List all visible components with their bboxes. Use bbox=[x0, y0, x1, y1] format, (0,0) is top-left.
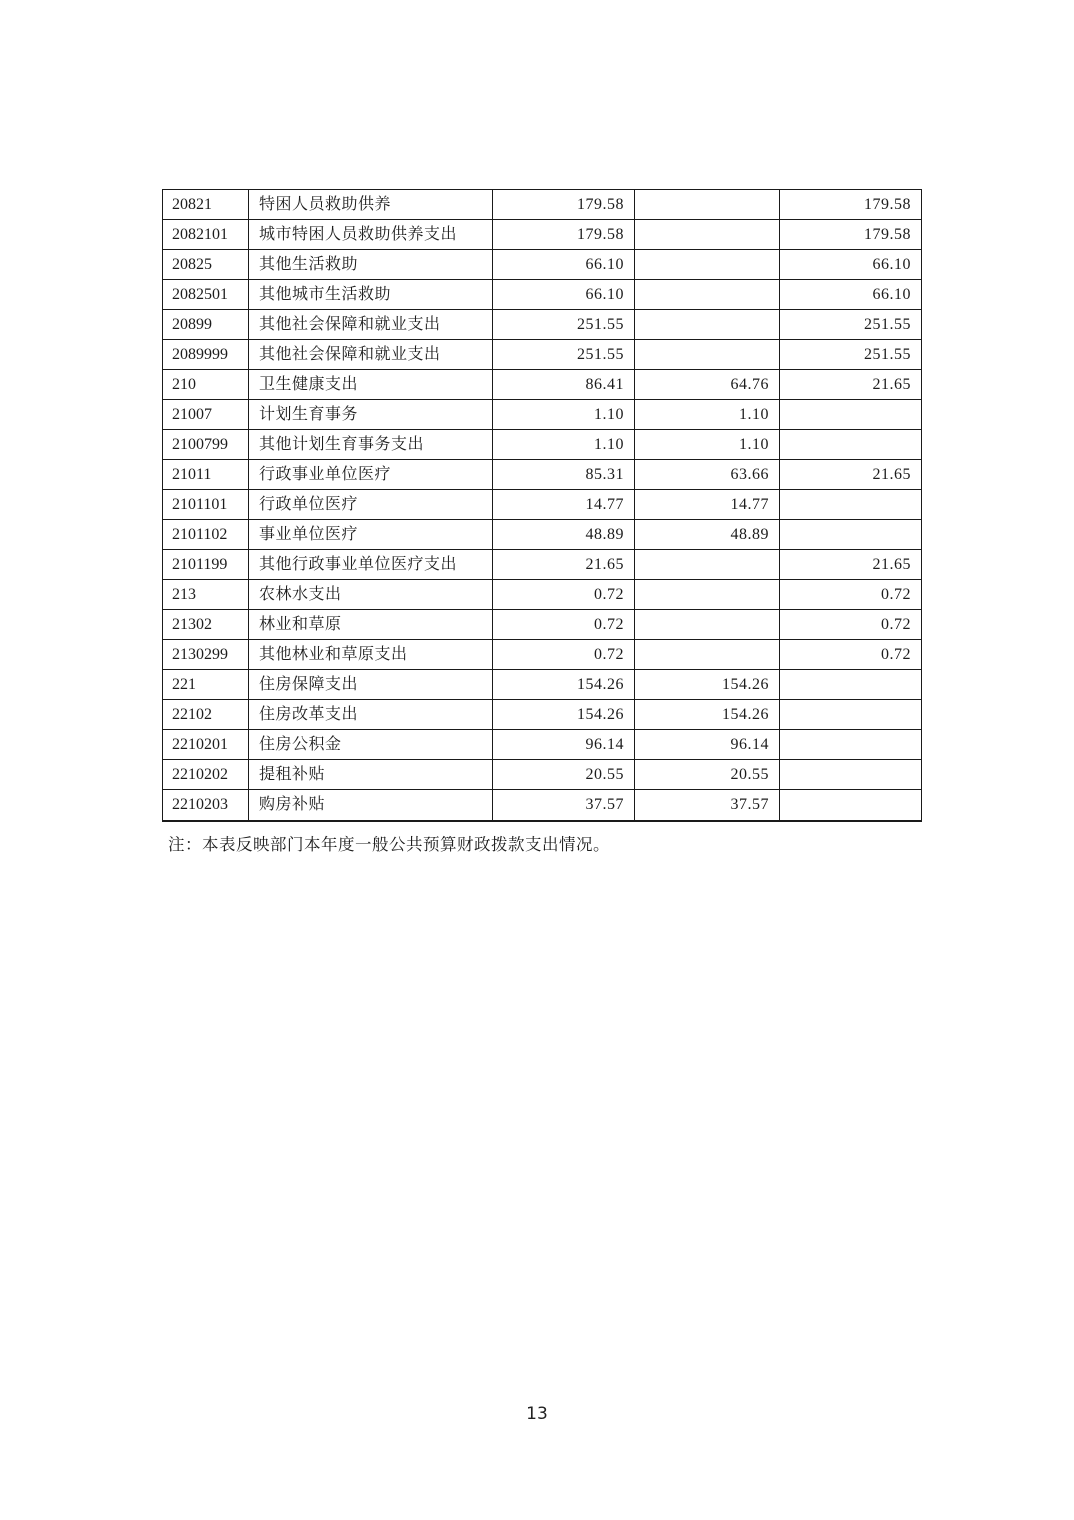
row-amount-1-cell: 48.89 bbox=[493, 520, 635, 549]
row-amount-3-cell bbox=[780, 790, 921, 820]
row-name-cell: 其他城市生活救助 bbox=[249, 280, 493, 309]
row-amount-2-cell: 37.57 bbox=[635, 790, 780, 820]
row-amount-3-cell: 179.58 bbox=[864, 196, 911, 213]
row-amount-3-cell: 179.58 bbox=[864, 226, 911, 243]
row-amount-1-cell: 154.26 bbox=[493, 670, 635, 699]
row-amount-3-cell: 0.72 bbox=[881, 616, 911, 633]
row-code-cell: 2082101 bbox=[163, 220, 249, 249]
row-name-cell: 计划生育事务 bbox=[249, 400, 493, 429]
table-note: 注：本表反映部门本年度一般公共预算财政拨款支出情况。 bbox=[168, 835, 610, 854]
row-amount-2-cell: 64.76 bbox=[635, 370, 780, 399]
table-row bbox=[163, 580, 921, 610]
table-row bbox=[163, 460, 921, 490]
row-amount-1-cell: 86.41 bbox=[493, 370, 635, 399]
row-code-cell: 2089999 bbox=[163, 340, 249, 369]
table-row bbox=[163, 340, 921, 370]
table-row bbox=[163, 760, 921, 790]
row-amount-3-cell bbox=[780, 700, 921, 729]
table-row bbox=[163, 310, 921, 340]
row-amount-2-cell bbox=[635, 280, 780, 309]
row-amount-2-cell: 96.14 bbox=[635, 730, 780, 759]
row-amount-2-cell bbox=[635, 640, 780, 669]
row-amount-3-cell: 251.55 bbox=[864, 316, 911, 333]
row-amount-1-cell: 0.72 bbox=[493, 580, 635, 609]
row-amount-2-cell bbox=[635, 580, 780, 609]
row-code-cell: 2101101 bbox=[163, 490, 249, 519]
row-name-cell: 其他行政事业单位医疗支出 bbox=[249, 550, 493, 579]
row-amount-1-cell: 66.10 bbox=[493, 250, 635, 279]
row-amount-1-cell: 21.65 bbox=[493, 550, 635, 579]
row-code-cell: 2210201 bbox=[163, 730, 249, 759]
row-amount-1-cell: 0.72 bbox=[493, 610, 635, 639]
row-amount-3-cell: 0.72 bbox=[881, 586, 911, 603]
row-amount-1-cell: 251.55 bbox=[493, 340, 635, 369]
row-code-cell: 20825 bbox=[163, 250, 249, 279]
row-amount-1-cell: 1.10 bbox=[493, 430, 635, 459]
row-name-cell: 其他林业和草原支出 bbox=[249, 640, 493, 669]
row-name-cell: 购房补贴 bbox=[249, 790, 493, 820]
row-amount-1-cell: 96.14 bbox=[493, 730, 635, 759]
row-code-cell: 221 bbox=[163, 670, 249, 699]
row-code-cell: 2210202 bbox=[163, 760, 249, 789]
row-amount-2-cell bbox=[635, 550, 780, 579]
row-amount-3-cell: 0.72 bbox=[881, 646, 911, 663]
row-amount-2-cell: 1.10 bbox=[635, 400, 780, 429]
row-amount-1-cell: 154.26 bbox=[493, 700, 635, 729]
row-amount-2-cell: 63.66 bbox=[635, 460, 780, 489]
row-code-cell: 20899 bbox=[163, 310, 249, 339]
table-row bbox=[163, 490, 921, 520]
table-row bbox=[163, 610, 921, 640]
row-amount-3-cell bbox=[780, 520, 921, 549]
row-amount-2-cell: 20.55 bbox=[635, 760, 780, 789]
row-amount-1-cell: 179.58 bbox=[493, 220, 635, 249]
table-row bbox=[163, 640, 921, 670]
table-row bbox=[163, 250, 921, 280]
row-amount-1-cell: 0.72 bbox=[493, 640, 635, 669]
page-number: 13 bbox=[526, 1404, 548, 1424]
row-amount-3-cell: 66.10 bbox=[872, 286, 911, 303]
row-amount-1-cell: 251.55 bbox=[493, 310, 635, 339]
row-code-cell: 2210203 bbox=[163, 790, 249, 820]
row-amount-1-cell: 37.57 bbox=[493, 790, 635, 820]
row-amount-2-cell: 154.26 bbox=[635, 700, 780, 729]
table-row bbox=[163, 190, 921, 220]
row-name-cell: 农林水支出 bbox=[249, 580, 493, 609]
row-code-cell: 22102 bbox=[163, 700, 249, 729]
row-amount-3-cell bbox=[780, 760, 921, 789]
row-amount-2-cell: 1.10 bbox=[635, 430, 780, 459]
table-row bbox=[163, 430, 921, 460]
row-name-cell: 其他计划生育事务支出 bbox=[249, 430, 493, 459]
row-name-cell: 城市特困人员救助供养支出 bbox=[249, 220, 493, 249]
row-code-cell: 20821 bbox=[163, 190, 249, 219]
row-code-cell: 2082501 bbox=[163, 280, 249, 309]
row-amount-2-cell bbox=[635, 310, 780, 339]
row-amount-3-cell bbox=[780, 400, 921, 429]
row-amount-1-cell: 179.58 bbox=[493, 190, 635, 219]
table-row bbox=[163, 370, 921, 400]
table-row bbox=[163, 280, 921, 310]
row-name-cell: 行政事业单位医疗 bbox=[249, 460, 493, 489]
row-name-cell: 特困人员救助供养 bbox=[249, 190, 493, 219]
row-amount-2-cell bbox=[635, 610, 780, 639]
table-row bbox=[163, 790, 921, 820]
row-name-cell: 住房改革支出 bbox=[249, 700, 493, 729]
row-code-cell: 21007 bbox=[163, 400, 249, 429]
table-row bbox=[163, 670, 921, 700]
row-name-cell: 住房公积金 bbox=[249, 730, 493, 759]
row-amount-3-cell bbox=[780, 430, 921, 459]
row-amount-1-cell: 1.10 bbox=[493, 400, 635, 429]
row-code-cell: 21302 bbox=[163, 610, 249, 639]
row-amount-1-cell: 85.31 bbox=[493, 460, 635, 489]
row-amount-3-cell: 21.65 bbox=[872, 556, 911, 573]
row-name-cell: 事业单位医疗 bbox=[249, 520, 493, 549]
row-amount-3-cell: 21.65 bbox=[872, 376, 911, 393]
table-row bbox=[163, 220, 921, 250]
row-amount-3-cell bbox=[780, 670, 921, 699]
row-amount-2-cell bbox=[635, 220, 780, 249]
row-name-cell: 提租补贴 bbox=[249, 760, 493, 789]
row-amount-2-cell bbox=[635, 250, 780, 279]
table-row bbox=[163, 700, 921, 730]
row-amount-3-cell bbox=[780, 490, 921, 519]
row-code-cell: 213 bbox=[163, 580, 249, 609]
table-row bbox=[163, 550, 921, 580]
table-row bbox=[163, 400, 921, 430]
row-amount-3-cell: 251.55 bbox=[864, 346, 911, 363]
row-code-cell: 2101102 bbox=[163, 520, 249, 549]
row-code-cell: 2100799 bbox=[163, 430, 249, 459]
row-name-cell: 其他生活救助 bbox=[249, 250, 493, 279]
row-amount-1-cell: 66.10 bbox=[493, 280, 635, 309]
row-code-cell: 21011 bbox=[163, 460, 249, 489]
row-name-cell: 住房保障支出 bbox=[249, 670, 493, 699]
row-code-cell: 2130299 bbox=[163, 640, 249, 669]
row-code-cell: 2101199 bbox=[163, 550, 249, 579]
row-amount-2-cell: 154.26 bbox=[635, 670, 780, 699]
table-row bbox=[163, 730, 921, 760]
row-name-cell: 林业和草原 bbox=[249, 610, 493, 639]
row-code-cell: 210 bbox=[163, 370, 249, 399]
row-amount-1-cell: 20.55 bbox=[493, 760, 635, 789]
row-name-cell: 其他社会保障和就业支出 bbox=[249, 340, 493, 369]
row-amount-3-cell: 21.65 bbox=[872, 466, 911, 483]
table-row bbox=[163, 520, 921, 550]
budget-expenditure-table bbox=[162, 189, 922, 822]
row-name-cell: 卫生健康支出 bbox=[249, 370, 493, 399]
row-amount-2-cell: 14.77 bbox=[635, 490, 780, 519]
row-amount-2-cell: 48.89 bbox=[635, 520, 780, 549]
row-amount-2-cell bbox=[635, 190, 780, 219]
row-name-cell: 其他社会保障和就业支出 bbox=[249, 310, 493, 339]
row-amount-3-cell: 66.10 bbox=[872, 256, 911, 273]
row-name-cell: 行政单位医疗 bbox=[249, 490, 493, 519]
row-amount-2-cell bbox=[635, 340, 780, 369]
row-amount-1-cell: 14.77 bbox=[493, 490, 635, 519]
row-amount-3-cell bbox=[780, 730, 921, 759]
